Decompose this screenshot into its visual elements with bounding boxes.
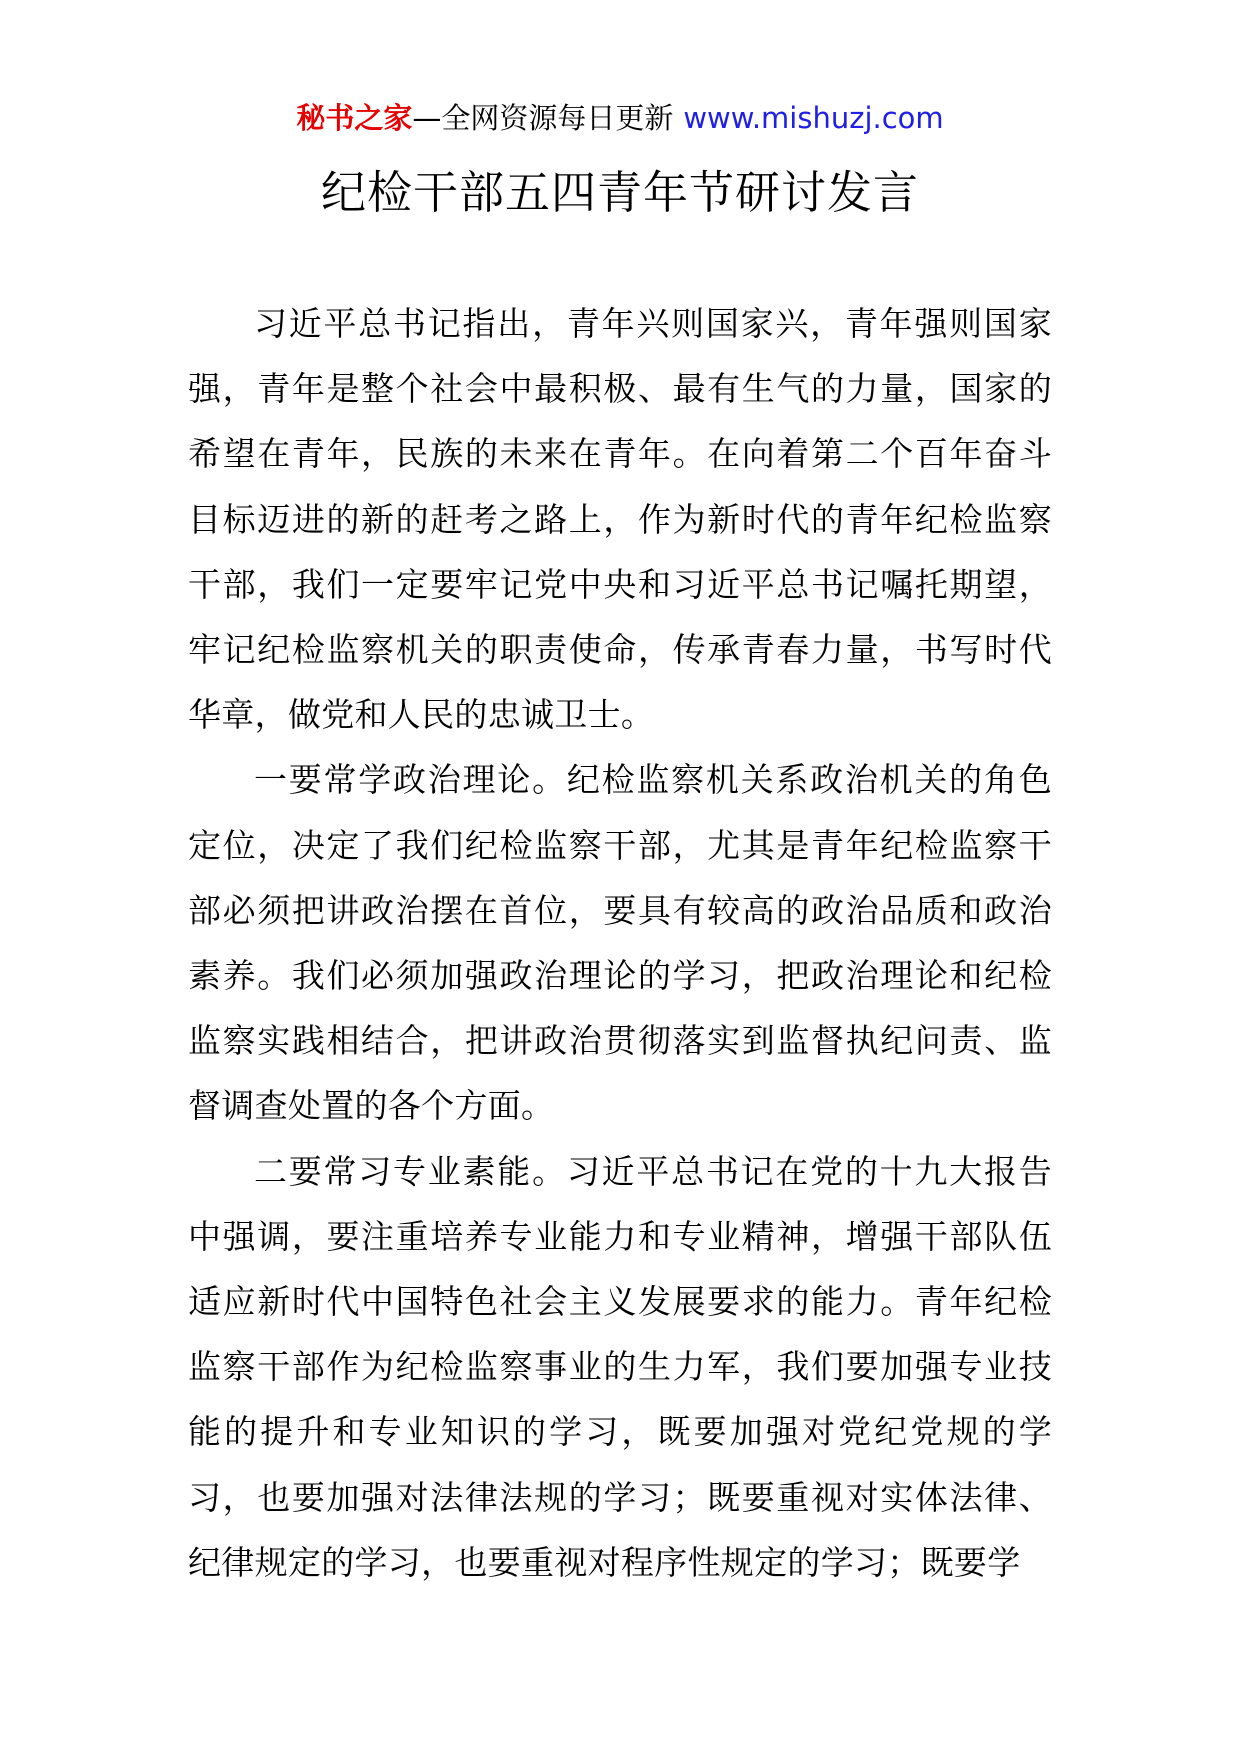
site-url-link[interactable]: www.mishuzj.com [683,101,944,135]
site-header [0,98,1240,138]
paragraph-professional-skills: 二要常习专业素能。习近平总书记在党的十九大报告中强调，要注重培养专业能力和专业精神，增强干部队伍适应新时代中国特色社会主义发展要求的能力。青年纪检监察干部作为纪检监察事业的生力军，我们要加强专业技能的提升和专业知识的学习，既要加强对党纪党规的学习，也要加强对法律法规的学习；既要重视对实体法律、纪律规定的学习，也要重视对程序性规定的学习；既要学 [188,1151,1052,1582]
site-slogan: —全网资源每日更新 [412,101,674,135]
document-body [188,291,1052,1595]
paragraph-political-theory: 一要常学政治理论。纪检监察机关系政治机关的角色定位，决定了我们纪检监察干部，尤其是青年纪检监察干部必须把讲政治摆在首位，要具有较高的政治品质和政治素养。我们必须加强政治理论的学习，把政治理论和纪检监察实践相结合，把讲政治贯彻落实到监督执纪问责、监督调查处置的各个方面。 [188,760,1052,1126]
paragraph-intro: 习近平总书记指出，青年兴则国家兴，青年强则国家强，青年是整个社会中最积极、最有生气的力量，国家的希望在青年，民族的未来在青年。在向着第二个百年奋斗目标迈进的新的赶考之路上，作为新时代的青年纪检监察干部，我们一定要牢记党中央和习近平总书记嘱托期望，牢记纪检监察机关的职责使命，传承青春力量，书写时代华章，做党和人民的忠诚卫士。 [188,304,1052,735]
document-title: 纪检干部五四青年节研讨发言 [320,166,919,219]
site-brand: 秘书之家 [296,101,413,135]
